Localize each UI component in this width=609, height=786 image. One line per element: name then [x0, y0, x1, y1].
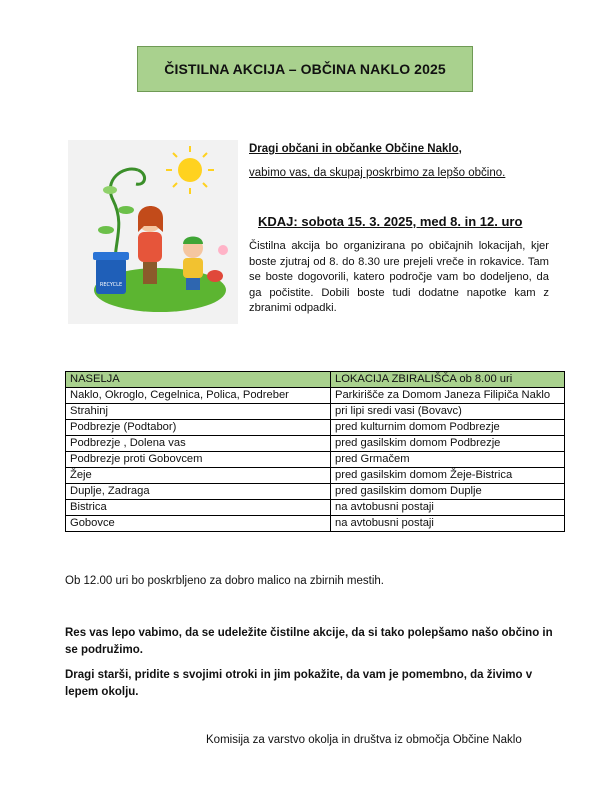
table-row — [66, 452, 565, 468]
table-header-row — [66, 372, 565, 388]
watering-can — [207, 270, 223, 282]
table-row — [66, 420, 565, 436]
cell-lokacija: pred kulturnim domom Podbrezje — [331, 420, 565, 436]
cell-lokacija: pred gasilskim domom Žeje-Bistrica — [331, 468, 565, 484]
closing-invitation: Res vas lepo vabimo, da se udeležite čistilne akcije, da si tako polepšamo našo občino in se podružimo. — [65, 627, 553, 656]
cell-naselje: Podbrezje , Dolena vas — [66, 436, 331, 452]
girl-dress — [138, 232, 162, 262]
girl-legs — [143, 262, 157, 284]
lunch-note: Ob 12.00 uri bo poskrbljeno za dobro malico na zbirnih mestih. — [65, 575, 384, 587]
intro-paragraph: Čistilna akcija bo organizirana po običajnih lokacijah, kjer boste zjutraj od 8. do 8.30 ure prejeli vreče in rokavice. Tam se boste dogovorili, katero področje vam bo dodeljeno, da ga počistite. Dobili boste tudi dodatne napotke kam z zbranimi odpadki. — [249, 240, 549, 314]
cleanup-illustration — [68, 140, 238, 324]
bin-lid — [93, 252, 129, 260]
page-title — [137, 46, 473, 92]
cell-naselje: Gobovce — [66, 516, 331, 532]
title-text: ČISTILNA AKCIJA – OBČINA NAKLO 2025 — [164, 61, 446, 77]
table-row — [66, 484, 565, 500]
sun-icon — [178, 158, 202, 182]
header-naselja: NASELJA — [66, 372, 331, 388]
cell-naselje: Strahinj — [66, 404, 331, 420]
cell-naselje: Podbrezje proti Gobovcem — [66, 452, 331, 468]
locations-table — [65, 371, 565, 532]
table-row — [66, 436, 565, 452]
table-row — [66, 388, 565, 404]
flower — [218, 245, 228, 255]
leaf — [118, 206, 134, 214]
event-date: KDAJ: sobota 15. 3. 2025, med 8. in 12. uro — [258, 214, 523, 229]
greeting: Dragi občani in občanke Občine Naklo, — [249, 143, 462, 155]
cell-lokacija: pred Grmačem — [331, 452, 565, 468]
cell-lokacija: na avtobusni postaji — [331, 516, 565, 532]
cell-lokacija: na avtobusni postaji — [331, 500, 565, 516]
recycle-bin — [96, 258, 126, 294]
cell-lokacija: pri lipi sredi vasi (Bovavc) — [331, 404, 565, 420]
leaf — [103, 186, 117, 194]
cell-naselje: Žeje — [66, 468, 331, 484]
cell-lokacija: pred gasilskim domom Duplje — [331, 484, 565, 500]
closing-parents: Dragi starši, pridite s svojimi otroki in jim pokažite, da vam je pomembno, da živimo v lepem okolju. — [65, 669, 533, 698]
cell-lokacija: Parkirišče za Domom Janeza Filipiča Naklo — [331, 388, 565, 404]
cell-naselje: Bistrica — [66, 500, 331, 516]
table-row — [66, 516, 565, 532]
signature: Komisija za varstvo okolja in društva iz območja Občine Naklo — [206, 734, 522, 746]
table-row — [66, 404, 565, 420]
bin-label: RECYCLE — [99, 282, 123, 288]
cell-naselje: Naklo, Okroglo, Cegelnica, Polica, Podreber — [66, 388, 331, 404]
leaf — [98, 226, 114, 234]
header-lokacija: LOKACIJA ZBIRALIŠČA ob 8.00 uri — [331, 372, 565, 388]
invitation: vabimo vas, da skupaj poskrbimo za lepšo občino. — [249, 167, 506, 179]
boy-shirt — [183, 258, 203, 278]
table-row — [66, 468, 565, 484]
table-row — [66, 500, 565, 516]
cell-naselje: Podbrezje (Podtabor) — [66, 420, 331, 436]
boy-legs — [186, 278, 200, 290]
cell-lokacija: pred gasilskim domom Podbrezje — [331, 436, 565, 452]
cell-naselje: Duplje, Zadraga — [66, 484, 331, 500]
